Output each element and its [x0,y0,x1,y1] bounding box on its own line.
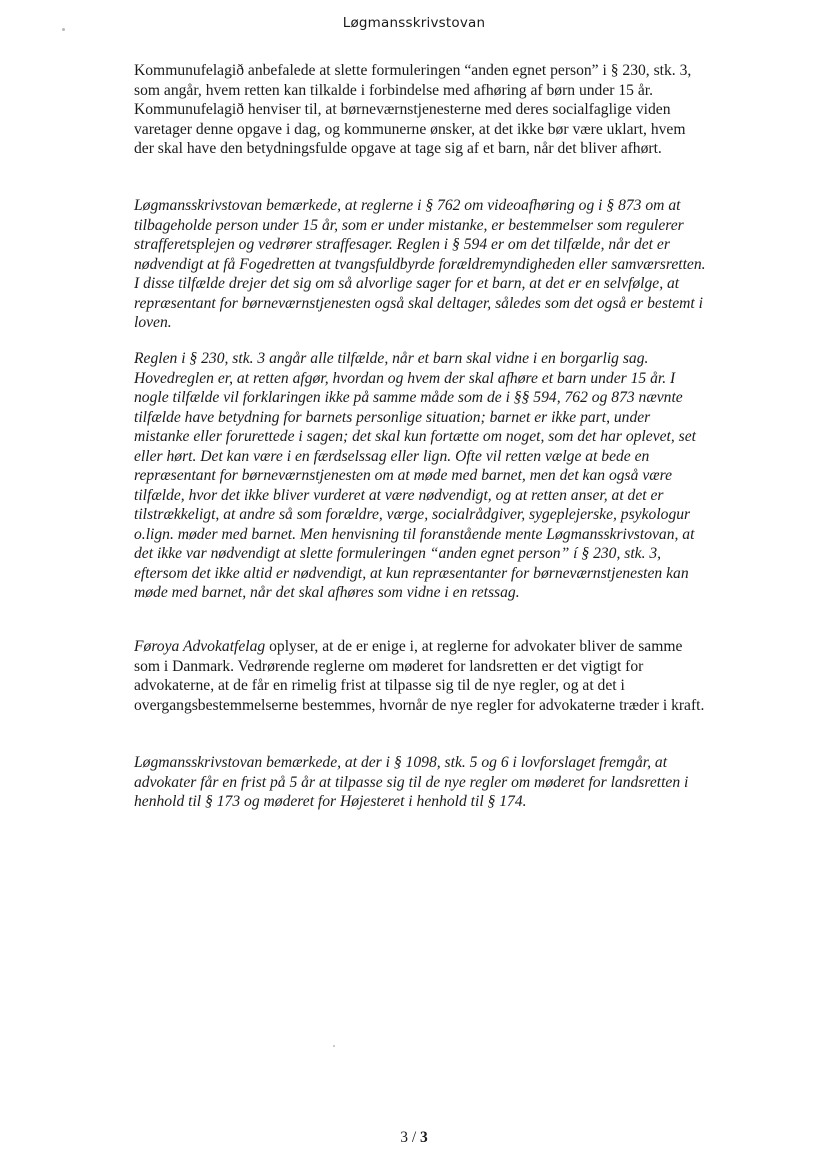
paragraph-logmansskrivstovan-remark-1: Løgmansskrivstovan bemærkede, at reglerne i § 762 om videoafhøring og i § 873 om at tilbageholde person under 15 år, som er under mistanke, er bestemmelser som regulerer strafferetsplejen og vedrører straffesager. Reglen i § 594 er om det tilfælde, når det er nødvendigt at få Fogedretten at tvangsfuldbyrde forældremyndigheden eller samværsretten. I disse tilfælde drejer det sig om så alvorlige sager for et barn, at det er en selvfølge, at repræsentant for børneværnstjenesten også skal deltager, således som det også er bestemt i loven. [134,197,706,331]
page-separator: / [411,1129,417,1146]
page-header: Løgmansskrivstovan [342,15,486,31]
page-number [0,1129,828,1147]
paragraph-advokatfelag [134,637,706,715]
paragraph-kommunufelagid: Kommunufelagið anbefalede at slette formuleringen “anden egnet person” i § 230, stk. 3, som angår, hvem retten kan tilkalde i forbindelse med afhøring af børn under 15 år. Kommunufelagið henviser til, at børneværnstjenesterne med deres socialfaglige viden varetager denne opgave i dag, og kommunerne ønsker, at det ikke bør være uklart, hvem der skal have den betydningsfulde opgave at tage sig af et barn, når det bliver afhørt. [134,62,692,157]
paragraph-logmansskrivstovan-remark-2: Løgmansskrivstovan bemærkede, at der i § 1098, stk. 5 og 6 i lovforslaget fremgår, at advokater får en frist på 5 år at tilpasse sig til de nye regler om møderet for landsretten i henhold til § 173 og møderet for Højesteret i henhold til § 174. [134,754,689,810]
scan-speck [333,1045,335,1047]
paragraph-advokatfelag-text: oplyser, at de er enige i, at reglerne for advokater bliver de samme som i Danmark. Vedrørende reglerne om møderet for landsretten er det vigtigt for advokaterne, at de får en rimelig frist at tilpasse sig til de nye regler, og at det i overgangsbestemmelserne bestemmes, hvornår de nye regler for advokaterne træder i kraft. [134,638,705,714]
paragraph-reglen-230: Reglen i § 230, stk. 3 angår alle tilfælde, når et barn skal vidne i en borgarlig sag. Hovedreglen er, at retten afgør, hvordan og hvem der skal afhøre et barn under 15 år. I nogle tilfælde vil forklaringen ikke på samme måde som de i §§ 594, 762 og 873 nævnte tilfælde have betydning for barnets personlige situation; barnet er ikke part, under mistanke eller forurettede i sagen; det skal kun fortætte om noget, som det har oplevet, set eller hørt. Det kan være i en færdselssag eller lign. Ofte vil retten vælge at bede en repræsentant for børneværnstjenesten om at møde med barnet, men det kan også være tilfælde, hvor det ikke bliver vurderet at være nødvendigt, og at retten anser, at det er tilstrækkeligt, at andre så som forældre, værge, socialrådgiver, sygeplejerske, psykologur o.lign. møder med barnet. Men henvisning til foranstående mente Løgmansskrivstovan, at det ikke var nødvendigt at slette formuleringen “anden egnet person” í § 230, stk. 3, eftersom det ikke altid er nødvendigt, at kun repræsentanter for børneværnstjenesten kan møde med barnet, når det skal afhøres som vidne i en retssag. [134,350,696,601]
page-total: 3 [420,1129,428,1146]
page-current: 3 [400,1129,408,1146]
organization-name: Føroya Advokatfelag [134,638,266,655]
